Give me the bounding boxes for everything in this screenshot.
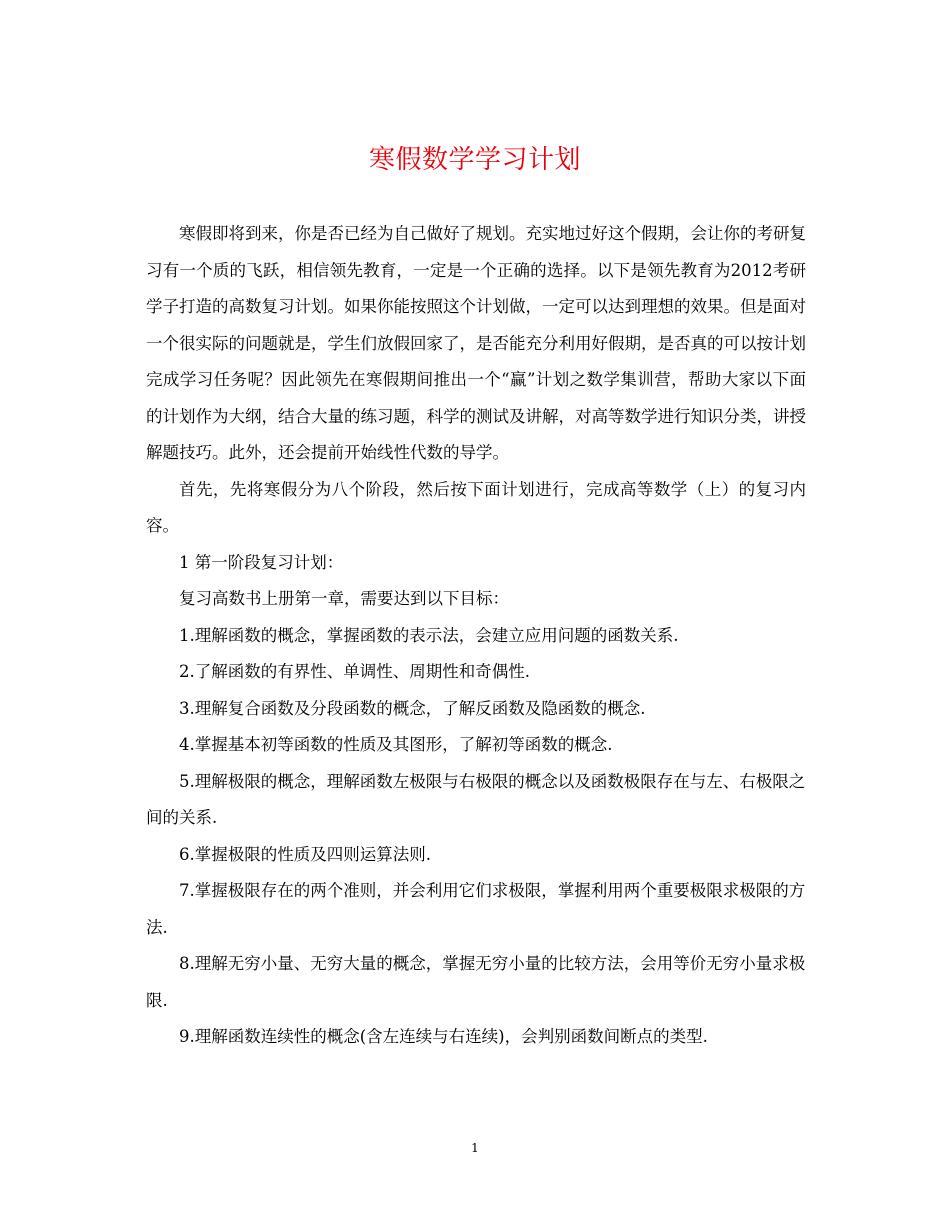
goal-item: 9.理解函数连续性的概念(含左连续与右连续)，会判别函数间断点的类型. xyxy=(179,1027,708,1046)
stage-heading: 1 第一阶段复习计划： xyxy=(179,552,344,572)
goal-item: 4.掌握基本初等函数的性质及其图形，了解初等函数的概念. xyxy=(179,735,613,754)
goal-item: 2.了解函数的有界性、单调性、周期性和奇偶性. xyxy=(179,662,530,681)
document-body xyxy=(146,216,806,1056)
page-number: 1 xyxy=(471,1141,479,1155)
goal-item: 8.理解无穷小量、无穷大量的概念，掌握无穷小量的比较方法，会用等价无穷小量求极限. xyxy=(146,954,806,1010)
document-title: 寒假数学学习计划 xyxy=(368,145,581,175)
plan-overview-paragraph: 首先，先将寒假分为八个阶段，然后按下面计划进行，完成高等数学（上）的复习内容。 xyxy=(146,479,806,535)
goal-item: 3.理解复合函数及分段函数的概念，了解反函数及隐函数的概念. xyxy=(179,698,646,718)
goal-item: 5.理解极限的概念，理解函数左极限与右极限的概念以及函数极限存在与左、右极限之间的关系. xyxy=(146,771,806,827)
goal-item: 1.理解函数的概念，掌握函数的表示法，会建立应用问题的函数关系. xyxy=(179,625,679,645)
goal-item: 7.掌握极限存在的两个准则，并会利用它们求极限，掌握利用两个重要极限求极限的方法. xyxy=(146,881,806,937)
goal-item: 6.掌握极限的性质及四则运算法则. xyxy=(179,844,431,864)
stage-intro: 复习高数书上册第一章，需要达到以下目标： xyxy=(179,589,509,608)
intro-paragraph: 寒假即将到来，你是否已经为自己做好了规划。充实地过好这个假期，会让你的考研复习有一个质的飞跃，相信领先教育，一定是一个正确的选择。以下是领先教育为2012考研学子打造的高数复习计划。如果你能按照这个计划做，一定可以达到理想的效果。但是面对一个很实际的问题就是，学生们放假回家了，是否能充分利用好假期，是否真的可以按计划完成学习任务呢？因此领先在寒假期间推出一个“赢”计划之数学集训营，帮助大家以下面的计划作为大纲，结合大量的练习题，科学的测试及讲解，对高等数学进行知识分类，讲授解题技巧。此外，还会提前开始线性代数的导学。 xyxy=(146,224,806,462)
